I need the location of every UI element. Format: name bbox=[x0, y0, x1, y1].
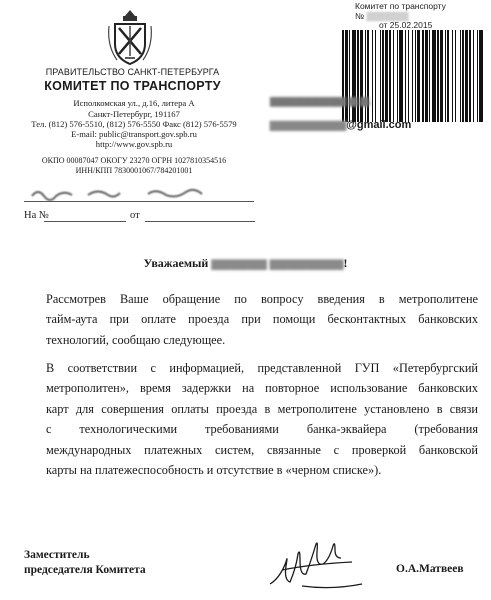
greeting-prefix: Уважаемый bbox=[143, 256, 209, 270]
paragraph-line: карт для совершения оплаты проезда в метрополитене установлено в связи bbox=[46, 401, 478, 416]
barcode-bar bbox=[393, 30, 394, 122]
barcode-bar bbox=[417, 30, 420, 122]
recipient-name-obscured: ▆▆▆▆▆▆▆▆▆ ▆.▆. bbox=[270, 95, 372, 107]
address-line-1: Исполкомская ул., д.16, литера А bbox=[73, 98, 195, 108]
recipient-email-obscured: ▆▆▆▆▆▆▆▆▆ bbox=[270, 119, 347, 131]
registration-stamp bbox=[355, 2, 481, 31]
barcode-bar bbox=[440, 30, 443, 122]
website-line: http://www.gov.spb.ru bbox=[95, 139, 173, 149]
reference-line bbox=[24, 210, 254, 224]
paragraph-line: международных платежных систем, связанные с проверкой банковской bbox=[46, 442, 478, 457]
paragraph-line: В соответствии с информацией, представленной ГУП «Петербургский bbox=[46, 361, 478, 375]
registry-codes: ОКПО 00087047 ОКОГУ 23270 ОГРН 1027810354516 bbox=[41, 156, 227, 165]
phone-line: Тел. (812) 576-5510, (812) 576-5550 Факс (812) 576-5579 bbox=[31, 119, 237, 129]
paragraph-line: Рассмотрев Ваше обращение по вопросу введения в метрополитене bbox=[46, 292, 478, 306]
barcode-bar bbox=[465, 30, 468, 122]
barcode-bar bbox=[389, 30, 391, 122]
stamp-number-label: № bbox=[355, 10, 365, 21]
barcode-bar bbox=[342, 30, 344, 122]
paragraph-line: с технологическими требованиями банка-эквайера (требования bbox=[46, 422, 478, 437]
signatory-title-line-1: Заместитель bbox=[24, 549, 90, 561]
barcode-bar bbox=[375, 30, 376, 122]
stamp-number-obscured: ▒▒▒▒▒▒▒ bbox=[366, 10, 409, 21]
greeting bbox=[0, 256, 491, 271]
barcode-bar bbox=[412, 30, 413, 122]
paragraph-line: карты на платежеспособность и отсутствие в «черном списке»). bbox=[46, 463, 382, 478]
committee-name: КОМИТЕТ ПО ТРАНСПОРТУ bbox=[44, 79, 221, 93]
paragraph-line: метрополитен», время задержки на повторное использование банковских bbox=[46, 381, 478, 396]
ref-date-field bbox=[145, 221, 255, 222]
paragraph-line: технологий, сообщаю следующее. bbox=[46, 332, 226, 347]
email-line: E-mail: public@transport.gov.spb.ru bbox=[71, 129, 197, 139]
paragraph-1 bbox=[16, 289, 478, 350]
barcode-bar bbox=[399, 30, 403, 122]
signatory-name: О.А.Матвеев bbox=[396, 563, 464, 575]
barcode-bar bbox=[405, 30, 406, 122]
barcode-bar bbox=[477, 30, 478, 122]
barcode-bar bbox=[408, 30, 409, 122]
barcode-bar bbox=[479, 30, 483, 122]
paragraph-2 bbox=[16, 358, 478, 480]
stamp-date: от 25.02.2015 bbox=[379, 20, 433, 30]
barcode-bar bbox=[357, 30, 359, 122]
barcode-bar bbox=[360, 30, 363, 122]
coat-of-arms-icon bbox=[105, 8, 155, 66]
paragraph-line: тайм-аута при оплате проезда при помощи бесконтактных банковских bbox=[46, 312, 478, 327]
barcode-bar bbox=[432, 30, 436, 122]
barcode-bar bbox=[429, 30, 430, 122]
barcode-bar bbox=[469, 30, 471, 122]
barcode-bar bbox=[425, 30, 428, 122]
barcode-bar bbox=[367, 30, 369, 122]
barcode-bar bbox=[349, 30, 350, 122]
obscured-handwriting bbox=[28, 186, 248, 202]
barcode-bar bbox=[473, 30, 474, 122]
ref-number-label: На № bbox=[24, 210, 49, 221]
barcode-bar bbox=[415, 30, 416, 122]
ref-from-label: от bbox=[130, 210, 140, 221]
barcode-bar bbox=[422, 30, 424, 122]
barcode-bar bbox=[372, 30, 373, 122]
barcode-bar bbox=[380, 30, 381, 122]
address-line-2: Санкт-Петербург, 191167 bbox=[88, 109, 180, 119]
ref-number-field bbox=[44, 221, 126, 222]
barcode-bar bbox=[447, 30, 449, 122]
barcode-bar bbox=[460, 30, 461, 122]
tax-codes: ИНН/КПП 7830001067/784201001 bbox=[75, 166, 193, 175]
barcode-bar bbox=[365, 30, 366, 122]
barcode-bar bbox=[437, 30, 439, 122]
barcode-bar bbox=[385, 30, 388, 122]
barcode-bar bbox=[445, 30, 446, 122]
signatory-title-line-2: председателя Комитета bbox=[24, 564, 146, 576]
recipient-email-domain: @gmail.com bbox=[346, 119, 412, 131]
barcode-bar bbox=[382, 30, 384, 122]
barcode-bar bbox=[345, 30, 348, 122]
outgoing-date-field bbox=[24, 186, 254, 202]
greeting-name-obscured: ▆▆▆▆▆▆ ▆▆▆▆▆▆▆▆ bbox=[211, 256, 344, 270]
barcode-icon bbox=[340, 30, 486, 122]
greeting-suffix: ! bbox=[343, 256, 348, 270]
barcode-bar bbox=[397, 30, 398, 122]
signatory-title bbox=[24, 548, 146, 578]
barcode-bar bbox=[452, 30, 453, 122]
barcode-bar bbox=[352, 30, 356, 122]
barcode-bar bbox=[455, 30, 456, 122]
barcode-bar bbox=[462, 30, 464, 122]
stamp-line-1: Комитет по транспорту bbox=[355, 1, 446, 11]
recipient-email bbox=[270, 118, 411, 131]
handwritten-signature bbox=[262, 540, 372, 594]
government-name: ПРАВИТЕЛЬСТВО САНКТ-ПЕТЕРБУРГА bbox=[45, 67, 220, 77]
